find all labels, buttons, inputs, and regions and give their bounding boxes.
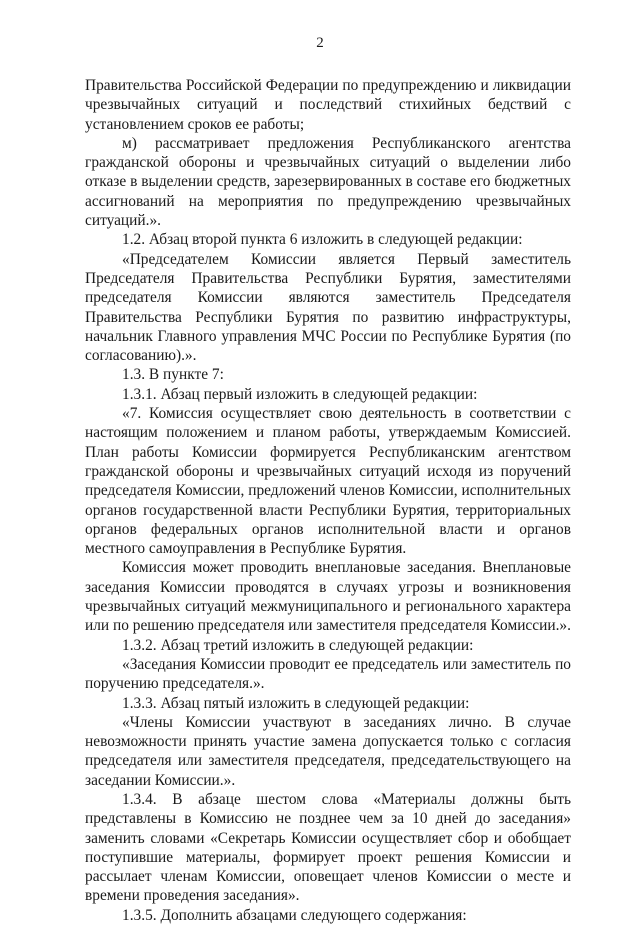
paragraph: м) рассматривает предложения Республиканского агентства гражданской обороны и чрезвычайных ситуаций о выделении либо отказе в выделении средств, зарезервированных в составе его бюджетных ассигнований на мероприятия по предупреждению чрезвычайных ситуаций.». — [85, 134, 571, 230]
paragraph: «Председателем Комиссии является Первый заместитель Председателя Правительства Республики Бурятия, заместителями председателя Комиссии являются заместитель Председателя Правительства Республики Бурятия по развитию инфраструктуры, начальник Главного управления МЧС России по Республике Бурятия (по согласованию).». — [85, 250, 571, 365]
paragraph: 1.3. В пункте 7: — [122, 366, 224, 384]
paragraph: 1.3.4. В абзаце шестом слова «Материалы должны быть представлены в Комиссию не позднее чем за 10 дней до заседания» заменить словами «Секретарь Комиссии осуществляет сбор и обобщает поступившие материалы, формирует проект решения Комиссии и рассылает членам Комиссии, оповещает членов Комиссии о месте и времени проведения заседания». — [85, 790, 571, 905]
paragraph: Правительства Российской Федерации по предупреждению и ликвидации чрезвычайных ситуаций и последствий стихийных бедствий с установлением сроков ее работы; — [85, 77, 571, 133]
document-body — [85, 76, 571, 925]
paragraph: 1.3.5. Дополнить абзацами следующего содержания: — [122, 906, 467, 924]
paragraph: «Заседания Комиссии проводит ее председатель или заместитель по поручению председателя.». — [85, 655, 571, 693]
paragraph: 1.3.3. Абзац пятый изложить в следующей редакции: — [122, 694, 470, 712]
paragraph: 1.3.2. Абзац третий изложить в следующей редакции: — [122, 636, 474, 654]
paragraph: «7. Комиссия осуществляет свою деятельность в соответствии с настоящим положением и планом работы, утверждаемым Комиссией. План работы Комиссии формируется Республиканским агентством гражданской обороны и чрезвычайных ситуаций исходя из поручений председателя Комиссии, предложений членов Комиссии, исполнительных органов государственной власти Республики Бурятия, территориальных органов федеральных органов исполнительной власти и органов местного самоуправления в Республике Бурятия. — [85, 405, 571, 558]
paragraph: 1.3.1. Абзац первый изложить в следующей редакции: — [122, 385, 478, 403]
paragraph: «Члены Комиссии участвуют в заседаниях лично. В случае невозможности принять участие замена допускается только с согласия председателя или заместителя председателя, председательствующего на заседании Комиссии.». — [85, 713, 571, 789]
page-number: 2 — [316, 35, 324, 51]
paragraph: Комиссия может проводить внеплановые заседания. Внеплановые заседания Комиссии проводятся в случаях угрозы и возникновения чрезвычайных ситуаций межмуниципального и регионального характера или по решению председателя или заместителя председателя Комиссии.». — [85, 559, 571, 635]
paragraph: 1.2. Абзац второй пункта 6 изложить в следующей редакции: — [122, 231, 523, 249]
